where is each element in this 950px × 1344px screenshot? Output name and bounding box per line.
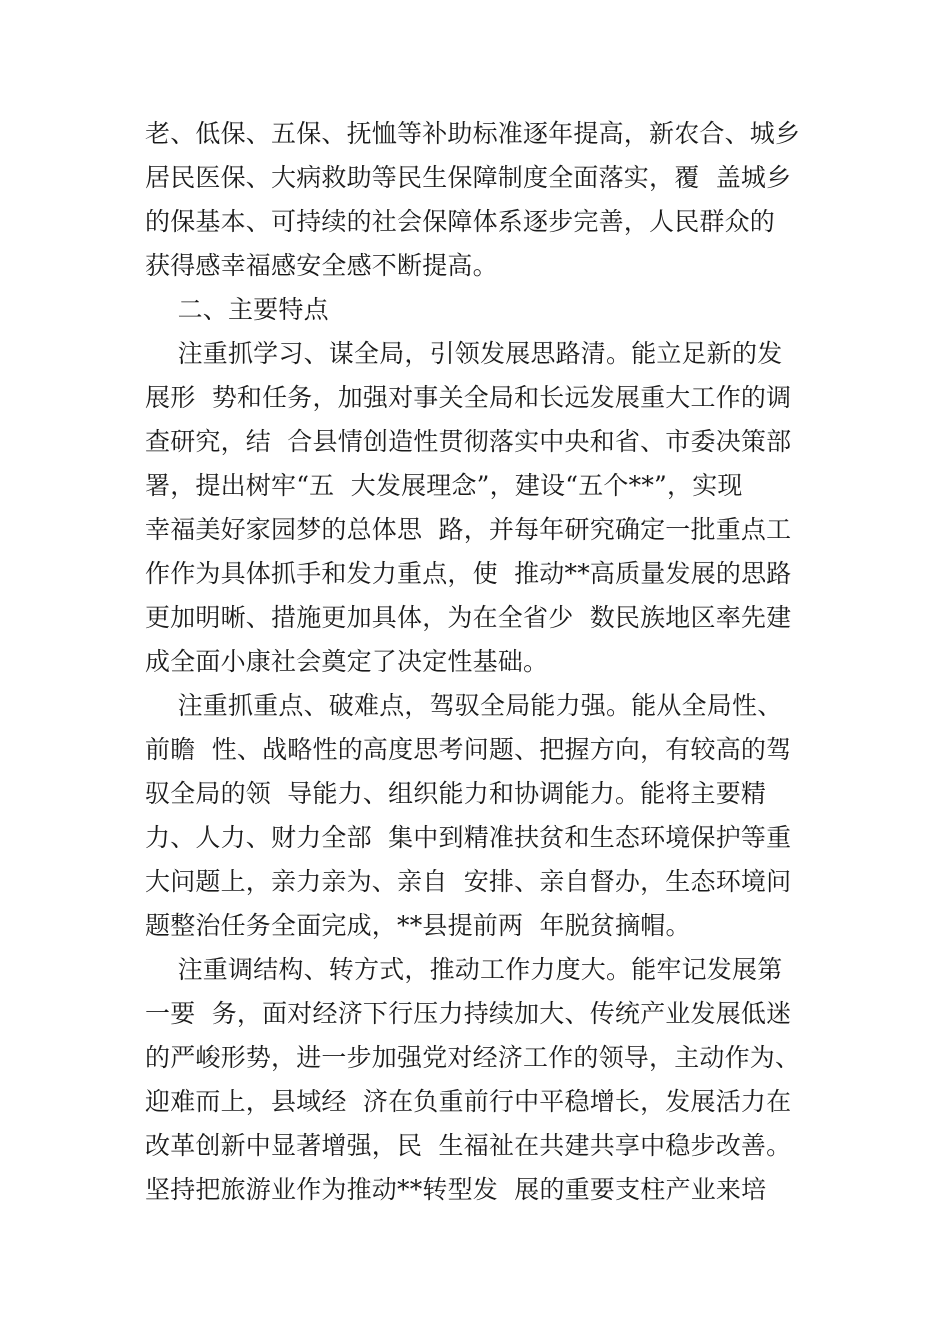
text-line: 改革创新中显著增强，民 生福祉在共建共享中稳步改善。 [145, 1131, 792, 1160]
text-line: 的保基本、可持续的社会保障体系逐步完善，人民群众的 [145, 207, 776, 236]
text-line: 幸福美好家园梦的总体思 路，并每年研究确定一批重点工 [145, 515, 792, 544]
text-line: 获得感幸福感安全感不断提高。 [145, 251, 498, 280]
text-line: 题整治任务全面完成，**县提前两 年脱贫摘帽。 [145, 911, 691, 940]
text-line: 展形 势和任务，加强对事关全局和长远发展重大工作的调 [145, 383, 792, 412]
document-body [145, 112, 815, 1212]
text-line: 坚持把旅游业作为推动**转型发 展的重要支柱产业来培 [145, 1175, 767, 1204]
text-line: 注重调结构、转方式，推动工作力度大。能牢记发展第 [145, 955, 783, 984]
text-line: 的严峻形势，进一步加强党对经济工作的领导，主动作为、 [145, 1043, 801, 1072]
text-line: 力、人力、财力全部 集中到精准扶贫和生态环境保护等重 [145, 823, 792, 852]
text-line: 驭全局的领 导能力、组织能力和协调能力。能将主要精 [145, 779, 767, 808]
text-line: 老、低保、五保、抚恤等补助标准逐年提高，新农合、城乡 [145, 119, 801, 148]
text-line: 迎难而上，县域经 济在负重前行中平稳增长，发展活力在 [145, 1087, 792, 1116]
text-line: 更加明晰、措施更加具体，为在全省少 数民族地区率先建 [145, 603, 792, 632]
text-line: 作作为具体抓手和发力重点，使 推动**高质量发展的思路 [145, 559, 792, 588]
text-line: 查研究，结 合县情创造性贯彻落实中央和省、市委决策部 [145, 427, 792, 456]
text-line: 注重抓重点、破难点，驾驭全局能力强。能从全局性、 [145, 691, 783, 720]
text-line: 大问题上，亲力亲为、亲自 安排、亲自督办，生态环境问 [145, 867, 792, 896]
text-line: 前瞻 性、战略性的高度思考问题、把握方向，有较高的驾 [145, 735, 792, 764]
text-line: 一要 务，面对经济下行压力持续加大、传统产业发展低迷 [145, 999, 792, 1028]
text-line: 署，提出树牢“五 大发展理念”，建设“五个**”，实现 [145, 471, 743, 500]
text-line: 居民医保、大病救助等民生保障制度全面落实，覆 盖城乡 [145, 163, 792, 192]
text-line: 成全面小康社会奠定了决定性基础。 [145, 647, 549, 676]
text-line: 注重抓学习、谋全局，引领发展思路清。能立足新的发 [145, 339, 783, 368]
section-heading: 二、主要特点 [145, 295, 329, 324]
